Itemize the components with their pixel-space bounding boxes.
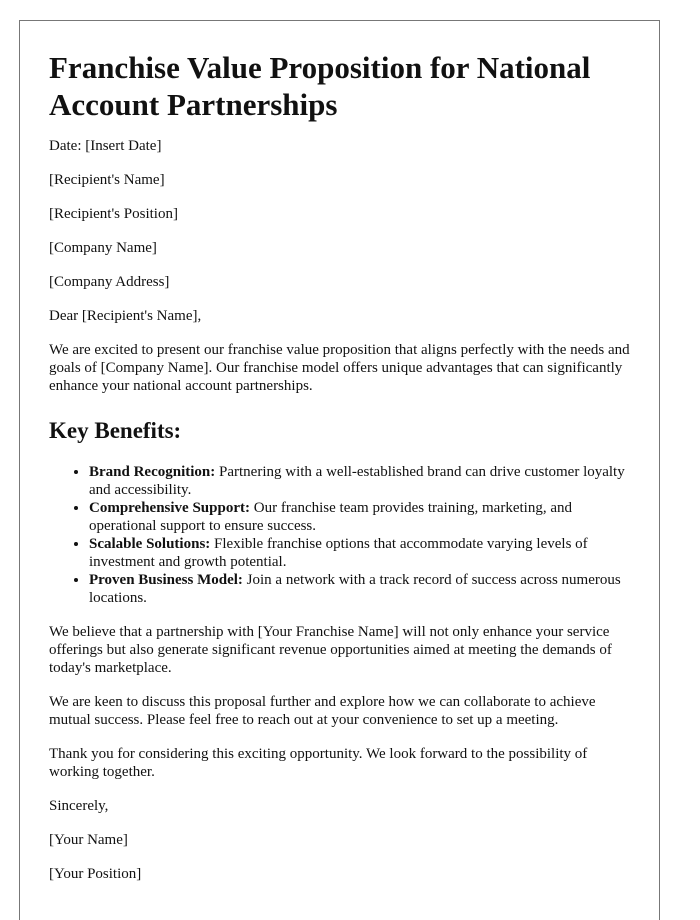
benefit-text: Join a network with a track record of success across numerous locations. [89,572,621,606]
closing: Sincerely, [49,798,109,814]
company-address: [Company Address] [49,274,170,290]
company-name: [Company Name] [49,240,157,256]
benefit-text: Flexible franchise options that accommodate varying levels of investment and growth potential. [89,536,588,570]
sender-position: [Your Position] [49,866,142,882]
benefit-item [89,463,630,499]
benefit-title: Proven Business Model: [89,572,243,588]
date-line: Date: [Insert Date] [49,138,162,154]
partnership-paragraph: We believe that a partnership with [Your Franchise Name] will not only enhance your service offerings but also generate significant revenue opportunities aimed at meeting the demands of today's marketplace. [49,624,612,676]
sender-name: [Your Name] [49,832,128,848]
intro-paragraph: We are excited to present our franchise value proposition that aligns perfectly with the needs and goals of [Company Name]. Our franchise model offers unique advantages that can significantly enhance your national account partnerships. [49,342,630,394]
benefits-heading: Key Benefits: [49,418,182,443]
benefit-text: Partnering with a well-established brand can drive customer loyalty and accessibility. [89,464,625,498]
recipient-name: [Recipient's Name] [49,172,165,188]
benefit-item [89,571,630,607]
letter-title: Franchise Value Proposition for National Account Partnerships [49,50,591,122]
benefit-item [89,535,630,571]
recipient-position: [Recipient's Position] [49,206,178,222]
salutation: Dear [Recipient's Name], [49,308,202,324]
benefits-list [49,463,630,607]
benefit-item [89,499,630,535]
benefit-title: Scalable Solutions: [89,536,211,552]
thanks-paragraph: Thank you for considering this exciting opportunity. We look forward to the possibility of working together. [49,746,588,780]
benefit-text: Our franchise team provides training, marketing, and operational support to ensure success. [89,500,572,534]
letter-page [19,20,660,920]
benefit-title: Brand Recognition: [89,464,216,480]
discuss-paragraph: We are keen to discuss this proposal further and explore how we can collaborate to achieve mutual success. Please feel free to reach out at your convenience to set up a meeting. [49,694,596,728]
benefit-title: Comprehensive Support: [89,500,250,516]
